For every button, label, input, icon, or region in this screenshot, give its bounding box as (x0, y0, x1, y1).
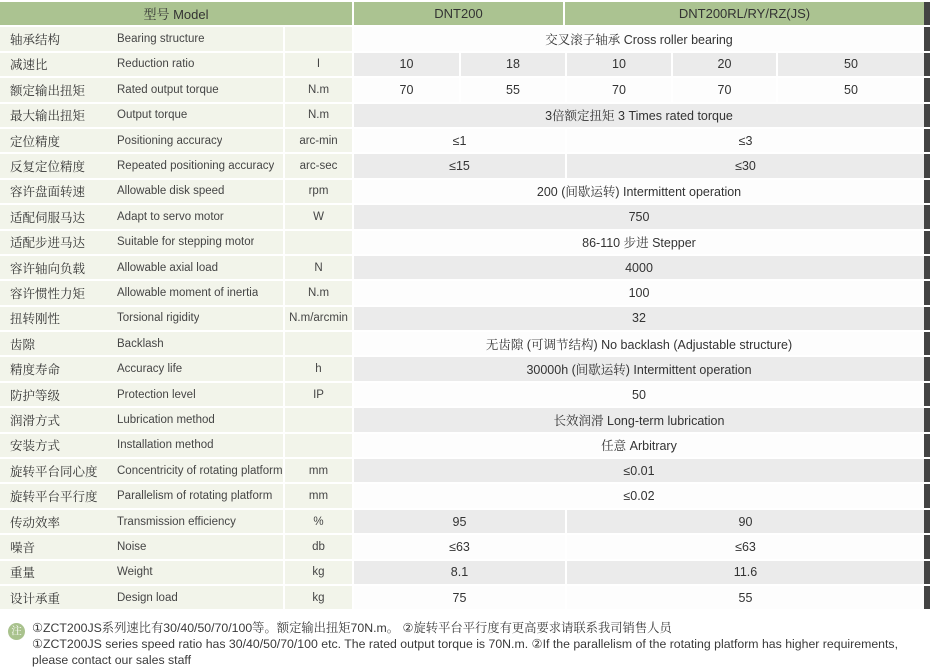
row-unit-cell: kg (285, 561, 352, 584)
value-cell: ≤15 (354, 154, 565, 177)
row-label-cn: 容许轴向负载 (10, 261, 86, 276)
row-unit-cell: N.m (285, 104, 352, 127)
value-cell: 交叉滚子轴承 Cross roller bearing (354, 27, 924, 50)
table-right-edge (924, 332, 930, 355)
value-cell: 50 (354, 383, 924, 406)
row-values (354, 484, 924, 507)
table-right-edge (924, 205, 930, 228)
value-cell: 11.6 (567, 561, 924, 584)
row-label-en: Design load (117, 591, 178, 604)
row-unit-cell: % (285, 510, 352, 533)
value-cell: 750 (354, 205, 924, 228)
row-label-en: Allowable axial load (117, 261, 219, 274)
row-label-en: Concentricity of rotating platform (117, 464, 283, 477)
row-label-en: Rated output torque (117, 83, 219, 96)
table-row (0, 484, 930, 507)
row-label-cn: 额定输出扭矩 (10, 83, 86, 98)
table-right-edge (924, 434, 930, 457)
header-series-a-cell: DNT200 (354, 2, 563, 25)
row-label-cell (0, 104, 283, 127)
value-cell: 86-110 步进 Stepper (354, 231, 924, 254)
row-label-en: Repeated positioning accuracy (117, 160, 275, 173)
row-label-cn: 旋转平台平行度 (10, 490, 98, 505)
row-label-cn: 减速比 (10, 58, 48, 73)
value-cell: 任意 Arbitrary (354, 434, 924, 457)
header-series-b-cell: DNT200RL/RY/RZ(JS) (565, 2, 924, 25)
row-values (354, 281, 924, 304)
row-label-cn: 扭转刚性 (10, 312, 61, 327)
table-row (0, 510, 930, 533)
value-cell: 90 (567, 510, 924, 533)
row-label-cn: 容许惯性力矩 (10, 286, 86, 301)
row-label-en: Bearing structure (117, 33, 205, 46)
row-label-cell (0, 586, 283, 609)
row-values (354, 357, 924, 380)
table-right-edge (924, 256, 930, 279)
row-label-cell (0, 281, 283, 304)
table-row (0, 383, 930, 406)
table-row (0, 434, 930, 457)
row-values (354, 27, 924, 50)
table-right-edge (924, 357, 930, 380)
value-cell: 100 (354, 281, 924, 304)
row-label-en: Torsional rigidity (117, 312, 200, 325)
value-cell: 70 (567, 78, 671, 101)
table-row (0, 104, 930, 127)
table-row (0, 78, 930, 101)
value-cell: 10 (354, 53, 459, 76)
row-label-cell (0, 459, 283, 482)
row-label-cn: 轴承结构 (10, 33, 61, 48)
row-label-cell (0, 231, 283, 254)
value-cell: 50 (778, 78, 924, 101)
row-label-cell (0, 78, 283, 101)
value-cell: 8.1 (354, 561, 565, 584)
table-row (0, 535, 930, 558)
value-cell: 32 (354, 307, 924, 330)
row-label-en: Transmission efficiency (117, 515, 236, 528)
row-values (354, 53, 924, 76)
table-row (0, 53, 930, 76)
table-right-edge (924, 510, 930, 533)
note-line-chinese: ①ZCT200JS系列速比有30/40/50/70/100等。额定输出扭矩70N.m。 ②旋转平台平行度有更高要求请联系我司销售人员 (32, 621, 672, 636)
row-unit-cell: mm (285, 459, 352, 482)
row-label-cell (0, 383, 283, 406)
table-row (0, 357, 930, 380)
row-label-en: Accuracy life (117, 363, 183, 376)
row-label-en: Lubrication method (117, 413, 215, 426)
table-right-edge (924, 104, 930, 127)
row-label-cell (0, 53, 283, 76)
row-label-en: Allowable disk speed (117, 185, 225, 198)
row-unit-cell: I (285, 53, 352, 76)
row-label-cell (0, 129, 283, 152)
row-label-cell (0, 27, 283, 50)
row-values (354, 561, 924, 584)
note-line-english-cont: please contact our sales staff (32, 652, 192, 667)
table-row (0, 205, 930, 228)
table-row (0, 231, 930, 254)
value-cell: 18 (461, 53, 565, 76)
row-values (354, 408, 924, 431)
row-values (354, 231, 924, 254)
table-header-row (0, 2, 930, 25)
table-right-edge (924, 484, 930, 507)
row-label-en: Suitable for stepping motor (117, 236, 255, 249)
value-cell: 长效润滑 Long-term lubrication (354, 408, 924, 431)
row-label-cn: 重量 (10, 566, 36, 581)
value-cell: 无齿隙 (可调节结构) No backlash (Adjustable structure) (354, 332, 924, 355)
row-values (354, 535, 924, 558)
row-values (354, 154, 924, 177)
value-cell: 200 (间歇运转) Intermittent operation (354, 180, 924, 203)
table-right-edge (924, 307, 930, 330)
table-right-edge (924, 180, 930, 203)
row-unit-cell: db (285, 535, 352, 558)
row-label-cell (0, 256, 283, 279)
table-body (0, 27, 930, 609)
table-right-edge (924, 154, 930, 177)
row-values (354, 586, 924, 609)
table-right-edge (924, 383, 930, 406)
row-label-cn: 适配步进马达 (10, 236, 86, 251)
row-values (354, 104, 924, 127)
row-values (354, 256, 924, 279)
row-label-cn: 传动效率 (10, 515, 61, 530)
value-cell: ≤1 (354, 129, 565, 152)
table-row (0, 586, 930, 609)
value-cell: 75 (354, 586, 565, 609)
value-cell: 30000h (间歇运转) Intermittent operation (354, 357, 924, 380)
table-row (0, 459, 930, 482)
value-cell: 50 (778, 53, 924, 76)
row-unit-cell (285, 332, 352, 355)
value-cell: ≤63 (354, 535, 565, 558)
table-right-edge (924, 535, 930, 558)
row-label-cn: 定位精度 (10, 134, 61, 149)
row-label-en: Installation method (117, 439, 214, 452)
row-unit-cell (285, 27, 352, 50)
table-row (0, 332, 930, 355)
value-cell: 3倍额定扭矩 3 Times rated torque (354, 104, 924, 127)
row-label-en: Noise (117, 540, 147, 553)
row-label-cell (0, 510, 283, 533)
row-unit-cell: h (285, 357, 352, 380)
row-label-cell (0, 357, 283, 380)
row-unit-cell: W (285, 205, 352, 228)
note-badge-icon: 注 (8, 623, 25, 640)
row-values (354, 78, 924, 101)
table-right-edge (924, 586, 930, 609)
value-cell: 10 (567, 53, 671, 76)
table-right-edge (924, 408, 930, 431)
row-unit-cell: mm (285, 484, 352, 507)
header-model-cell: 型号 Model (0, 2, 352, 25)
row-label-en: Backlash (117, 337, 164, 350)
note-line-english: ①ZCT200JS series speed ratio has 30/40/50/70/100 etc. The rated output torque is 70N.m. ②If the parallelism of the rotating platform has higher requirements, (32, 636, 898, 651)
row-unit-cell: N (285, 256, 352, 279)
row-values (354, 180, 924, 203)
row-label-en: Allowable moment of inertia (117, 286, 259, 299)
row-label-cn: 精度寿命 (10, 363, 61, 378)
row-unit-cell: N.m (285, 281, 352, 304)
table-right-edge (924, 2, 930, 25)
row-values (354, 459, 924, 482)
row-label-en: Parallelism of rotating platform (117, 490, 273, 503)
value-cell: ≤63 (567, 535, 924, 558)
row-label-cn: 容许盘面转速 (10, 185, 86, 200)
row-label-en: Weight (117, 566, 153, 579)
table-row (0, 561, 930, 584)
value-cell: 55 (461, 78, 565, 101)
row-values (354, 307, 924, 330)
row-label-cell (0, 154, 283, 177)
row-unit-cell: rpm (285, 180, 352, 203)
row-label-cn: 安装方式 (10, 439, 61, 454)
row-label-cn: 润滑方式 (10, 413, 61, 428)
row-label-cell (0, 307, 283, 330)
row-unit-cell: IP (285, 383, 352, 406)
table-row (0, 180, 930, 203)
value-cell: 70 (354, 78, 459, 101)
row-unit-cell: arc-sec (285, 154, 352, 177)
row-values (354, 510, 924, 533)
table-right-edge (924, 561, 930, 584)
table-row (0, 307, 930, 330)
row-label-en: Reduction ratio (117, 58, 195, 71)
table-row (0, 281, 930, 304)
row-label-cell (0, 332, 283, 355)
row-label-cn: 防护等级 (10, 388, 61, 403)
value-cell: 95 (354, 510, 565, 533)
row-label-en: Positioning accuracy (117, 134, 223, 147)
row-unit-cell: N.m (285, 78, 352, 101)
row-label-cn: 旋转平台同心度 (10, 464, 98, 479)
footnotes (0, 611, 930, 668)
table-right-edge (924, 459, 930, 482)
row-label-cell (0, 408, 283, 431)
row-unit-cell: N.m/arcmin (285, 307, 352, 330)
table-right-edge (924, 53, 930, 76)
table-row (0, 154, 930, 177)
row-unit-cell (285, 408, 352, 431)
row-label-cn: 适配伺服马达 (10, 210, 86, 225)
table-right-edge (924, 78, 930, 101)
row-label-cell (0, 484, 283, 507)
value-cell: ≤0.02 (354, 484, 924, 507)
row-unit-cell (285, 434, 352, 457)
value-cell: 70 (673, 78, 776, 101)
table-right-edge (924, 231, 930, 254)
value-cell: ≤3 (567, 129, 924, 152)
table-row (0, 256, 930, 279)
row-label-en: Adapt to servo motor (117, 210, 224, 223)
row-unit-cell: arc-min (285, 129, 352, 152)
table-row (0, 129, 930, 152)
row-values (354, 332, 924, 355)
row-label-cn: 最大输出扭矩 (10, 109, 86, 124)
row-label-cell (0, 434, 283, 457)
value-cell: 20 (673, 53, 776, 76)
value-cell: ≤0.01 (354, 459, 924, 482)
row-unit-cell: kg (285, 586, 352, 609)
value-cell: 55 (567, 586, 924, 609)
row-label-cell (0, 535, 283, 558)
row-unit-cell (285, 231, 352, 254)
table-right-edge (924, 281, 930, 304)
row-label-cn: 设计承重 (10, 591, 61, 606)
table-row (0, 408, 930, 431)
row-values (354, 129, 924, 152)
table-right-edge (924, 129, 930, 152)
table-row (0, 27, 930, 50)
row-label-en: Protection level (117, 388, 196, 401)
row-label-cn: 反复定位精度 (10, 160, 86, 175)
row-label-cell (0, 561, 283, 584)
row-values (354, 434, 924, 457)
row-values (354, 205, 924, 228)
row-label-cell (0, 205, 283, 228)
value-cell: 4000 (354, 256, 924, 279)
value-cell: ≤30 (567, 154, 924, 177)
row-label-cn: 齿隙 (10, 337, 36, 352)
row-values (354, 383, 924, 406)
row-label-en: Output torque (117, 109, 188, 122)
table-right-edge (924, 27, 930, 50)
row-label-cn: 噪音 (10, 540, 36, 555)
row-label-cell (0, 180, 283, 203)
